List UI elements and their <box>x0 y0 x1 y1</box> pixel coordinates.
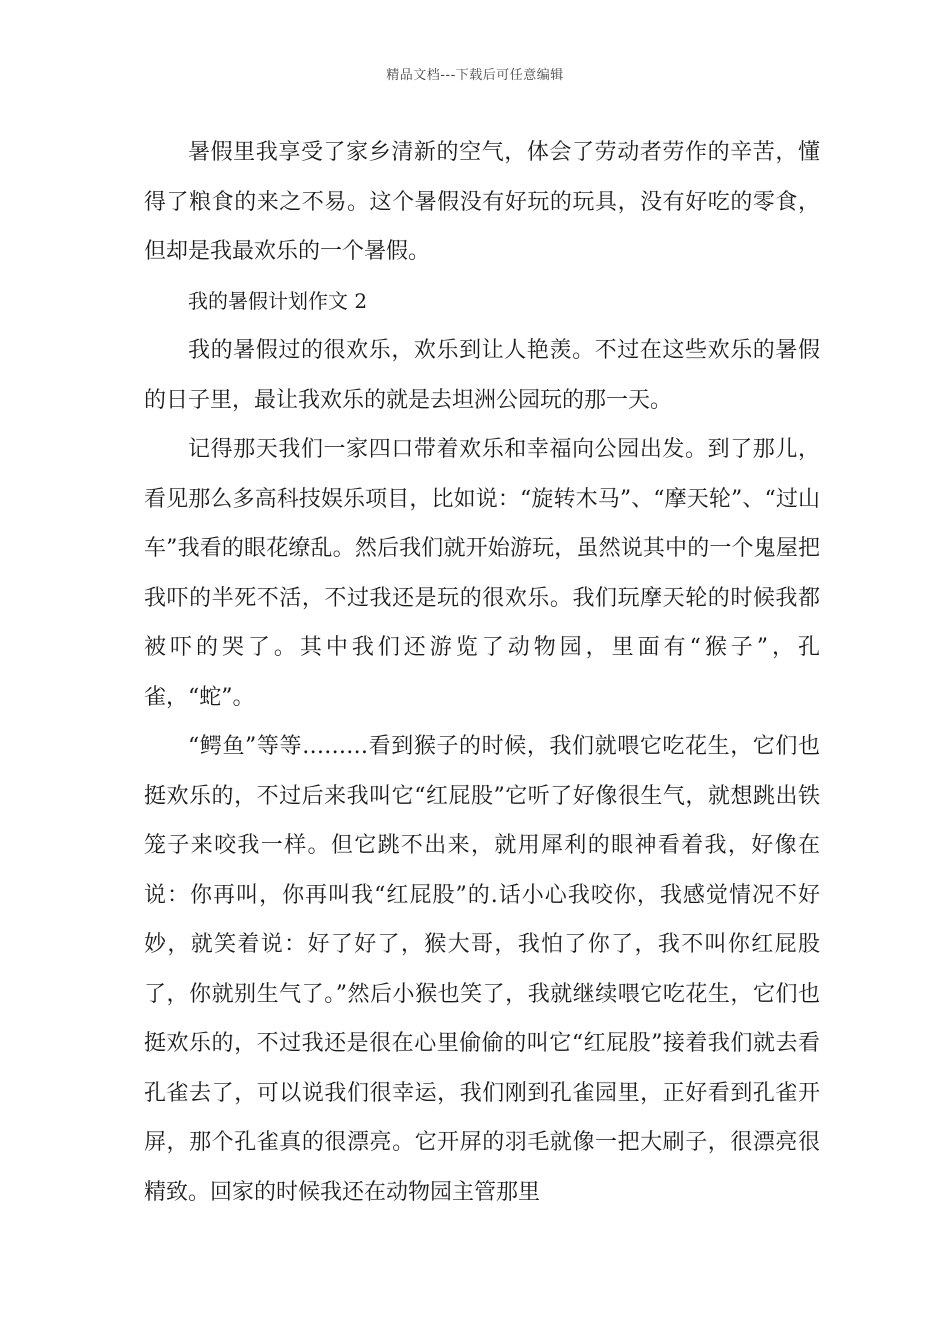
paragraph-2: 我的暑假过的很欢乐，欢乐到让人艳羡。不过在这些欢乐的暑假的日子里，最让我欢乐的就是去坦洲公园玩的那一天。 <box>144 338 820 413</box>
section-title: 我的暑假计划作文 2 <box>188 288 368 313</box>
page-header: 精品文档---下载后可任意编辑 <box>386 68 564 83</box>
paragraph-1: 暑假里我享受了家乡清新的空气，体会了劳动者劳作的辛苦，懂得了粮食的来之不易。这个暑假没有好玩的玩具，没有好吃的零食，但却是我最欢乐的一个暑假。 <box>144 140 820 264</box>
document-body <box>144 128 820 1217</box>
paragraph-4: “鳄鱼”等等………看到猴子的时候，我们就喂它吃花生，它们也挺欢乐的，不过后来我叫它“红屁股”它听了好像很生气，就想跳出铁笼子来咬我一样。但它跳不出来，就用犀利的眼神看着我，好像在说：你再叫，你再叫我“红屁股”的.话小心我咬你，我感觉情况不好妙，就笑着说：好了好了，猴大哥，我怕了你了，我不叫你红屁股了，你就别生气了。”然后小猴也笑了，我就继续喂它吃花生，它们也挺欢乐的，不过我还是很在心里偷偷的叫它“红屁股”接着我们就去看孔雀去了，可以说我们很幸运，我们刚到孔雀园里，正好看到孔雀开屏，那个孔雀真的很漂亮。它开屏的羽毛就像一把大刷子，很漂亮很精致。回家的时候我还在动物园主管那里 <box>144 734 820 1205</box>
paragraph-3: 记得那天我们一家四口带着欢乐和幸福向公园出发。到了那儿，看见那么多高科技娱乐项目，比如说：“旋转木马”、“摩天轮”、“过山车”我看的眼花缭乱。然后我们就开始游玩，虽然说其中的一个鬼屋把我吓的半死不活，不过我还是玩的很欢乐。我们玩摩天轮的时候我都被吓的哭了。其中我们还游览了动物园，里面有“猴子”，孔雀，“蛇”。 <box>144 437 820 710</box>
